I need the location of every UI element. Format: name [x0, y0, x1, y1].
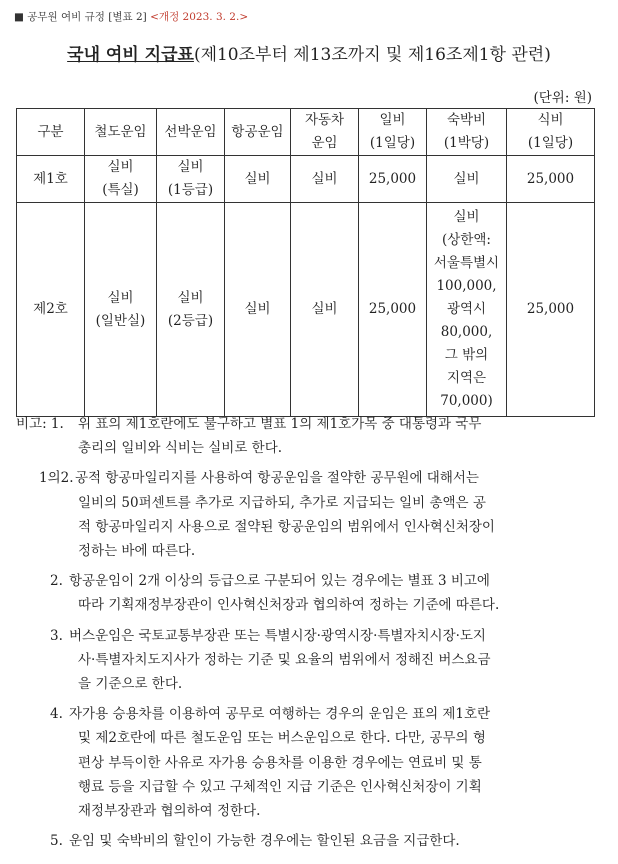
table-cell: 실비 (일반실): [85, 203, 157, 417]
unit-label: (단위: 원): [533, 90, 592, 106]
remark-item: 1의2. 공적 항공마일리지를 사용하여 항공운임을 절약한 공무원에 대해서는 일비의 50퍼센트를 추가로 지급하되, 추가로 지급되는 일비 총액은 공 적 항공마일리지 사용으로 절약된 항공운임의 범위에서 인사혁신처장이 정하는 바에 따른다.: [16, 466, 596, 563]
table-cell: 25,000: [359, 156, 427, 203]
remark-item: 4. 자가용 승용차를 이용하여 공무로 여행하는 경우의 운임은 표의 제1호란 및 제2호란에 따른 철도운임 또는 버스운임으로 한다. 다만, 공무의 형 편상 부득이한 사유로 자가용 승용차를 이용한 경우에는 연료비 및 통 행료 등을 지급할 수 있고 구체적인 지급 기준은 인사혁신처장이 기획 재정부장관과 협의하여 정한다.: [16, 702, 596, 823]
remarks-section: [16, 412, 596, 853]
remark-number: 5.: [50, 833, 63, 850]
remark-item: 2. 항공운임이 2개 이상의 등급으로 구분되어 있는 경우에는 별표 3 비고에 따라 기획재정부장관이 인사혁신처장과 협의하여 정하는 기준에 따른다.: [16, 569, 596, 617]
header-daily-allowance: 일비 (1일당): [359, 109, 427, 156]
remark-number: 2.: [50, 573, 63, 590]
header-meals: 식비 (1일당): [507, 109, 595, 156]
header-air-fare: 항공운임: [225, 109, 291, 156]
remark-number: 1의2.: [39, 470, 74, 487]
table-cell: 제2호: [17, 203, 85, 417]
table-cell: 실비: [225, 203, 291, 417]
table-cell: 실비 (상한액: 서울특별시 100,000, 광역시 80,000, 그 밖의 지역은 70,000): [427, 203, 507, 417]
header-rail-fare: 철도운임: [85, 109, 157, 156]
title-sub: (제10조부터 제13조까지 및 제16조제1항 관련): [193, 45, 551, 65]
table-cell: 실비: [291, 156, 359, 203]
page-title: [0, 40, 618, 65]
table-cell: 제1호: [17, 156, 85, 203]
table-cell: 실비: [291, 203, 359, 417]
remark-item: 3. 버스운임은 국토교통부장관 또는 특별시장·광역시장·특별자치시장·도지 사·특별자치도지사가 정하는 기준 및 요율의 범위에서 정해진 버스요금 을 기준으로 한다.: [16, 624, 596, 697]
remark-item: 5. 운임 및 숙박비의 할인이 가능한 경우에는 할인된 요금을 지급한다.: [16, 829, 596, 853]
table-cell: 실비: [427, 156, 507, 203]
remark-lead: 비고: 1.: [16, 416, 64, 432]
remark-item: 비고: 1. 위 표의 제1호란에도 불구하고 별표 1의 제1호가목 중 대통령과 국무 총리의 일비와 식비는 실비로 한다.: [16, 412, 596, 460]
title-main: 국내 여비 지급표: [67, 45, 194, 65]
table-cell: 실비 (2등급): [157, 203, 225, 417]
remark-number: 4.: [50, 706, 63, 723]
document-header: [14, 9, 248, 24]
header-ship-fare: 선박운임: [157, 109, 225, 156]
remark-number: 3.: [50, 627, 63, 644]
header-car-fare: 자동차 운임: [291, 109, 359, 156]
table-row: [17, 156, 595, 203]
header-label: ■ 공무원 여비 규정 [별표 2]: [14, 11, 147, 23]
table-cell: 25,000: [507, 203, 595, 417]
header-category: 구분: [17, 109, 85, 156]
table-cell: 25,000: [507, 156, 595, 203]
table-header-row: [17, 109, 595, 156]
table-cell: 실비: [225, 156, 291, 203]
amendment-date: <개정 2023. 3. 2.>: [150, 11, 249, 23]
travel-expense-table: [16, 108, 595, 417]
table-cell: 25,000: [359, 203, 427, 417]
header-lodging: 숙박비 (1박당): [427, 109, 507, 156]
table-cell: 실비 (1등급): [157, 156, 225, 203]
table-row: [17, 203, 595, 417]
table-cell: 실비 (특실): [85, 156, 157, 203]
